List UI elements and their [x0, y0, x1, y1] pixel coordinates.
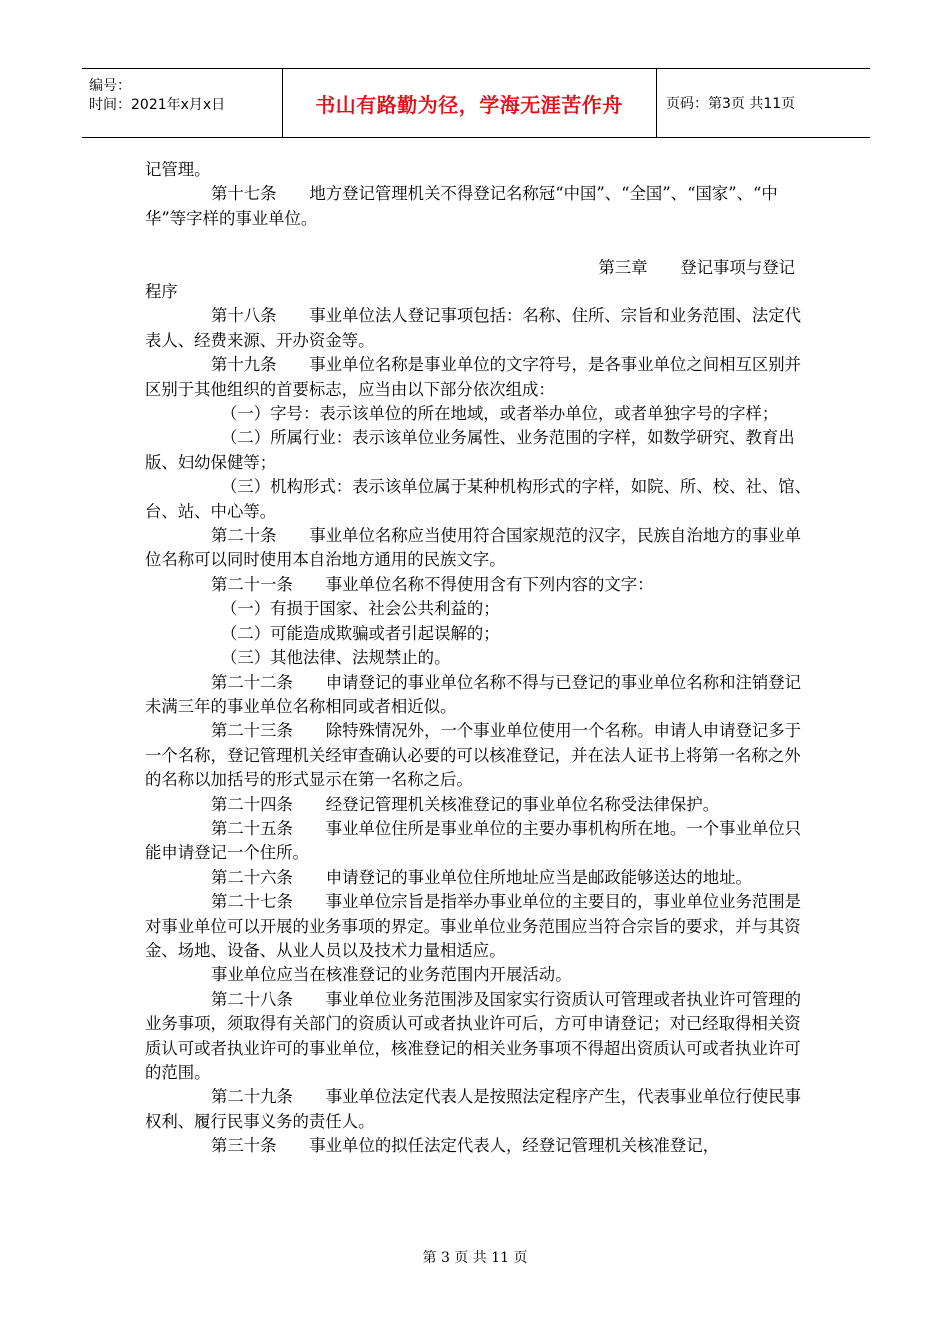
paragraph: 事业单位应当在核准登记的业务范围内开展活动。	[211, 965, 572, 985]
list-item: （三）机构形式：表示该单位属于某种机构形式的字样，如院、所、校、社、馆、台、站、中心等。	[145, 477, 812, 521]
article-18: 第十八条 事业单位法人登记事项包括：名称、住所、宗旨和业务范围、法定代表人、经费来源、开办资金等。	[145, 306, 802, 350]
paragraph: 记管理。	[145, 160, 211, 179]
article-30: 第三十条 事业单位的拟任法定代表人，经登记管理机关核准登记，	[211, 1136, 720, 1156]
chapter-heading-continued: 程序	[145, 282, 178, 302]
article-28: 第二十八条 事业单位业务范围涉及国家实行资质认可管理或者执业许可管理的业务事项，须取得有关部门的资质认可或者执业许可后，方可申请登记；对已经取得相关资质认可或者执业许可的事业单位，核准登记的相关业务事项不得超出资质认可或者执业许可的范围。	[145, 989, 802, 1083]
article-19: 第十九条 事业单位名称是事业单位的文字符号，是各事业单位之间相互区别并区别于其他组织的首要标志，应当由以下部分依次组成：	[145, 355, 802, 399]
header-meta	[82, 69, 283, 137]
document-body	[145, 158, 813, 1159]
page-header	[82, 68, 870, 138]
header-page-info: 页码：第3页 共11页	[666, 96, 796, 112]
article-24: 第二十四条 经登记管理机关核准登记的事业单位名称受法律保护。	[211, 794, 720, 814]
header-motto: 书山有路勤为径，学海无涯苦作舟	[282, 69, 657, 137]
list-item: （二）可能造成欺骗或者引起误解的；	[221, 623, 500, 643]
article-17: 第十七条 地方登记管理机关不得登记名称冠“中国”、“全国”、“国家”、“中华”等字样的事业单位。	[145, 184, 778, 228]
article-23: 第二十三条 除特殊情况外，一个事业单位使用一个名称。申请人申请登记多于一个名称，登记管理机关经审查确认必要的可以核准登记，并在法人证书上将第一名称之外的名称以加括号的形式显示在第一名称之后。	[145, 721, 802, 790]
chapter-heading: 第三章 登记事项与登记	[598, 257, 795, 277]
article-27: 第二十七条 事业单位宗旨是指举办事业单位的主要目的，事业单位业务范围是对事业单位可以开展的业务事项的界定。事业单位业务范围应当符合宗旨的要求，并与其资金、场地、设备、从业人员以及技术力量相适应。	[145, 892, 802, 960]
article-22: 第二十二条 申请登记的事业单位名称不得与已登记的事业单位名称和注销登记未满三年的事业单位名称相同或者相近似。	[145, 672, 802, 716]
list-item: （三）其他法律、法规禁止的。	[221, 648, 451, 668]
list-item: （二）所属行业：表示该单位业务属性、业务范围的字样，如数学研究、教育出版、妇幼保健等；	[145, 428, 795, 472]
article-21: 第二十一条 事业单位名称不得使用含有下列内容的文字：	[211, 574, 654, 594]
blank-line	[145, 231, 813, 255]
article-20: 第二十条 事业单位名称应当使用符合国家规范的汉字，民族自治地方的事业单位名称可以同时使用本自治地方通用的民族文字。	[145, 526, 802, 570]
article-29: 第二十九条 事业单位法定代表人是按照法定程序产生，代表事业单位行使民事权利、履行民事义务的责任人。	[145, 1087, 802, 1131]
time-label: 时间：2021年x月x日	[89, 97, 226, 113]
number-label: 编号：	[89, 78, 131, 94]
list-item: （一）有损于国家、社会公共利益的；	[221, 599, 500, 619]
list-item: （一）字号：表示该单位的所在地域，或者举办单位，或者单独字号的字样；	[221, 404, 779, 424]
article-25: 第二十五条 事业单位住所是事业单位的主要办事机构所在地。一个事业单位只能申请登记一个住所。	[145, 818, 802, 863]
page-footer: 第 3 页 共 11 页	[422, 1250, 528, 1266]
article-26: 第二十六条 申请登记的事业单位住所地址应当是邮政能够送达的地址。	[211, 867, 752, 887]
